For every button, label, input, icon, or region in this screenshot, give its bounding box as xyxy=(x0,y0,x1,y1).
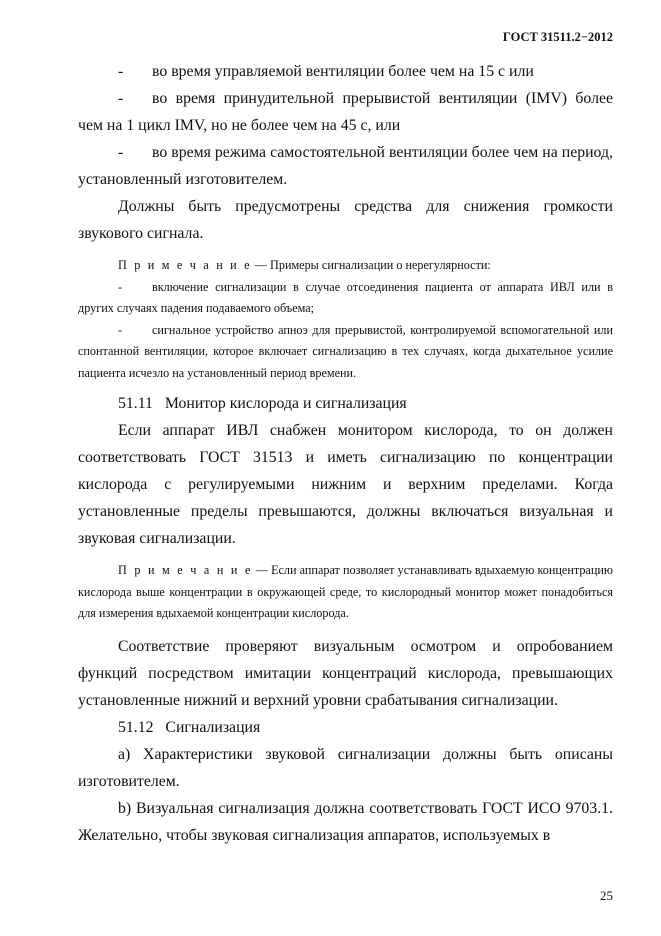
paragraph-oxygen: Если аппарат ИВЛ снабжен монитором кислорода, то он должен соответствовать ГОСТ 31513 и иметь сигнализацию по концентрации кислорода с регулируемыми нижним и верхним пределами. Когда установленные пределы превышаются, должны включаться визуальная и звуковая сигнализации. xyxy=(78,422,613,547)
note-2 xyxy=(78,560,613,625)
paragraph-b: b) Визуальная сигнализация должна соответствовать ГОСТ ИСО 9703.1. Желательно, чтобы звуковая сигнализация аппаратов, используемых в xyxy=(78,799,613,844)
page-content xyxy=(78,58,613,849)
note-separator: — xyxy=(252,563,272,577)
list-dash: - xyxy=(118,144,124,161)
note-list-item xyxy=(78,277,613,320)
paragraph-check: Соответствие проверяют визуальным осмотром и опробованием функций посредством имитации концентраций кислорода, превышающих установленные нижний и верхний уровни срабатывания сигнализации. xyxy=(78,637,613,709)
section-number: 51.12 xyxy=(118,718,154,736)
document-header: ГОСТ 31511.2−2012 xyxy=(502,30,613,44)
list-dash: - xyxy=(118,63,124,80)
section-heading-51-11 xyxy=(78,390,613,417)
list-item-text: во время управляемой вентиляции более чем на 15 с или xyxy=(152,63,534,80)
list-item-text: во время принудительной прерывистой вентиляции (IMV) более чем на 1 цикл IMV, но не более чем на 45 с, или xyxy=(78,90,613,134)
section-title: Сигнализация xyxy=(165,718,261,736)
list-item xyxy=(78,58,613,85)
note-label: П р и м е ч а н и е xyxy=(118,258,252,272)
note-text: Примеры сигнализации о нерегулярности: xyxy=(270,258,491,272)
note-separator: — xyxy=(251,258,271,272)
list-item xyxy=(78,139,613,193)
note-list-item xyxy=(78,320,613,385)
paragraph-volume: Должны быть предусмотрены средства для снижения громкости звукового сигнала. xyxy=(78,198,613,242)
page-number: 25 xyxy=(600,888,613,903)
section-heading-51-12 xyxy=(78,714,613,741)
note-item-text: включение сигнализации в случае отсоединения пациента от аппарата ИВЛ или в других случаях падения подаваемого объема; xyxy=(78,279,613,315)
paragraph-a: a) Характеристики звуковой сигнализации должны быть описаны изготовителем. xyxy=(78,745,613,790)
list-dash: - xyxy=(118,322,123,337)
section-title: Монитор кислорода и сигнализация xyxy=(164,395,407,412)
list-item-text: во время режима самостоятельной вентиляции более чем на период, установленный изготовителем. xyxy=(78,144,613,188)
list-dash: - xyxy=(118,90,124,107)
list-item xyxy=(78,85,613,139)
section-number: 51.11 xyxy=(118,395,153,412)
note-text: Если аппарат позволяет устанавливать вдыхаемую концентрацию кислорода выше концентрации в окружающей среде, то кислородный монитор может понадобиться для измерения вдыхаемой концентрации кислорода. xyxy=(78,563,613,620)
list-dash: - xyxy=(118,279,123,294)
note-1 xyxy=(78,255,613,277)
note-label: П р и м е ч а н и е xyxy=(118,563,253,577)
note-item-text: сигнальное устройство апноэ для прерывистой, контролируемой вспомогательной или спонтанной вентиляции, которое включает сигнализацию в тех случаях, когда дыхательное усилие пациента исчезло на установленный период времени. xyxy=(78,322,613,380)
